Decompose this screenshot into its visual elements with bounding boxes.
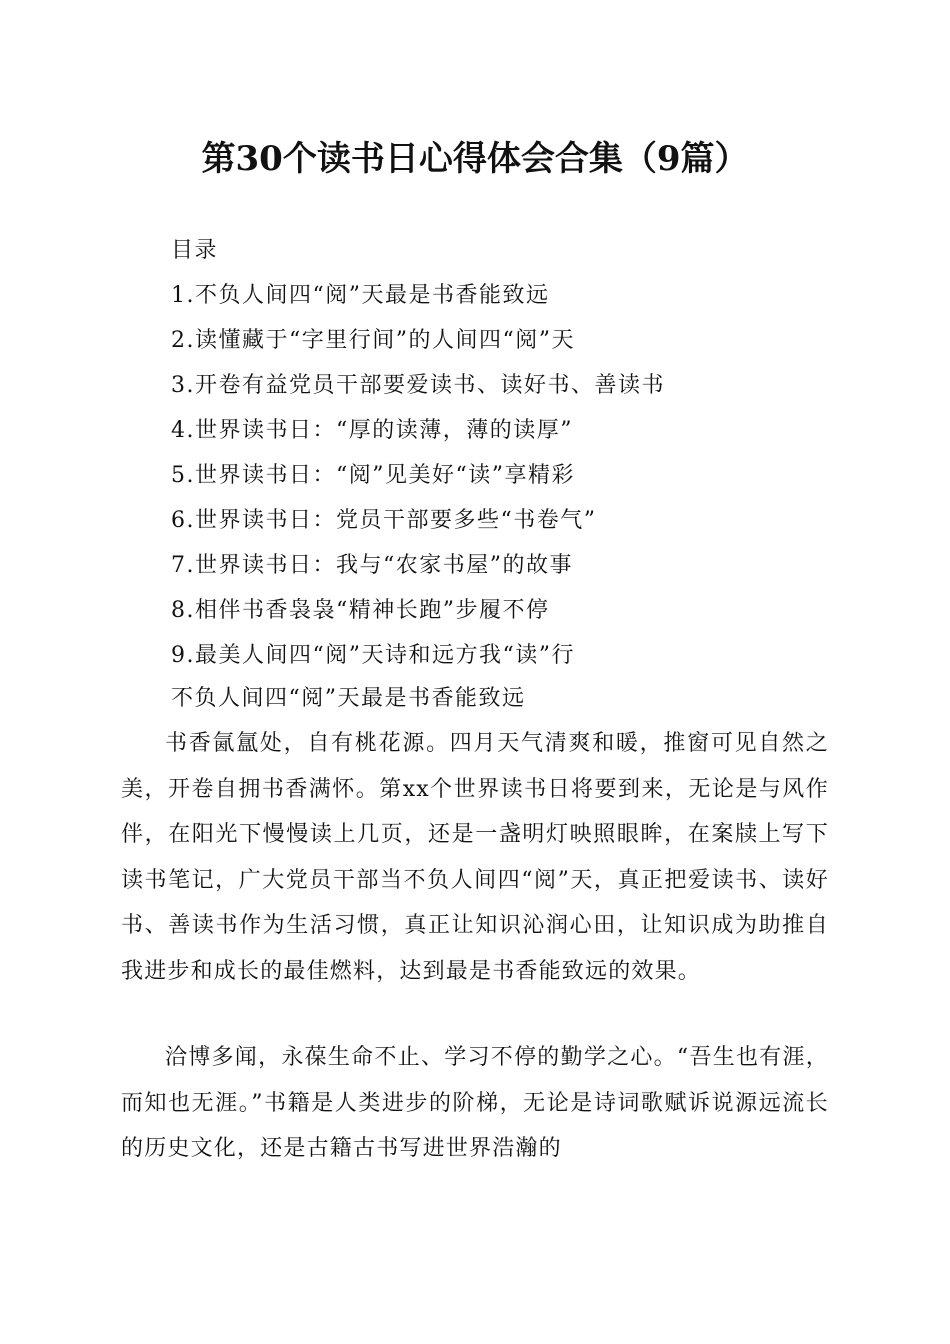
toc-item: 6.世界读书日：党员干部要多些“书卷气” (171, 508, 597, 533)
toc-item: 5.世界读书日：“阅”见美好“读”享精彩 (171, 463, 575, 488)
body-paragraph: 洽博多闻，永葆生命不止、学习不停的勤学之心。“吾生也有涯，而知也无涯。”书籍是人类进步的阶梯，无论是诗词歌赋诉说源远流长的历史文化，还是古籍古书写进世界浩瀚的 (121, 1045, 829, 1161)
toc-item: 3.开卷有益党员干部要爱读书、读好书、善读书 (171, 373, 665, 398)
toc-item: 8.相伴书香袅袅“精神长跑”步履不停 (171, 598, 550, 623)
table-of-contents (171, 228, 665, 678)
section-heading: 不负人间四“阅”天最是书香能致远 (171, 686, 526, 711)
toc-item: 1.不负人间四“阅”天最是书香能致远 (171, 283, 550, 308)
toc-item: 2.读懂藏于“字里行间”的人间四“阅”天 (171, 328, 575, 353)
document-title: 第30个读书日心得体会合集（9篇） (201, 139, 749, 179)
body-paragraph: 书香氤氲处，自有桃花源。四月天气清爽和暖，推窗可见自然之美，开卷自拥书香满怀。第xx个世界读书日将要到来，无论是与风作伴，在阳光下慢慢读上几页，还是一盏明灯映照眼眸，在案牍上写下读书笔记，广大党员干部当不负人间四“阅”天，真正把爱读书、读好书、善读书作为生活习惯，真正让知识沁润心田，让知识成为助推自我进步和成长的最佳燃料，达到最是书香能致远的效果。 (121, 731, 829, 984)
toc-item: 9.最美人间四“阅”天诗和远方我“读”行 (171, 643, 575, 668)
toc-item: 4.世界读书日：“厚的读薄，薄的读厚” (171, 418, 573, 443)
toc-heading: 目录 (171, 238, 219, 263)
toc-item: 7.世界读书日：我与“农家书屋”的故事 (171, 553, 573, 578)
